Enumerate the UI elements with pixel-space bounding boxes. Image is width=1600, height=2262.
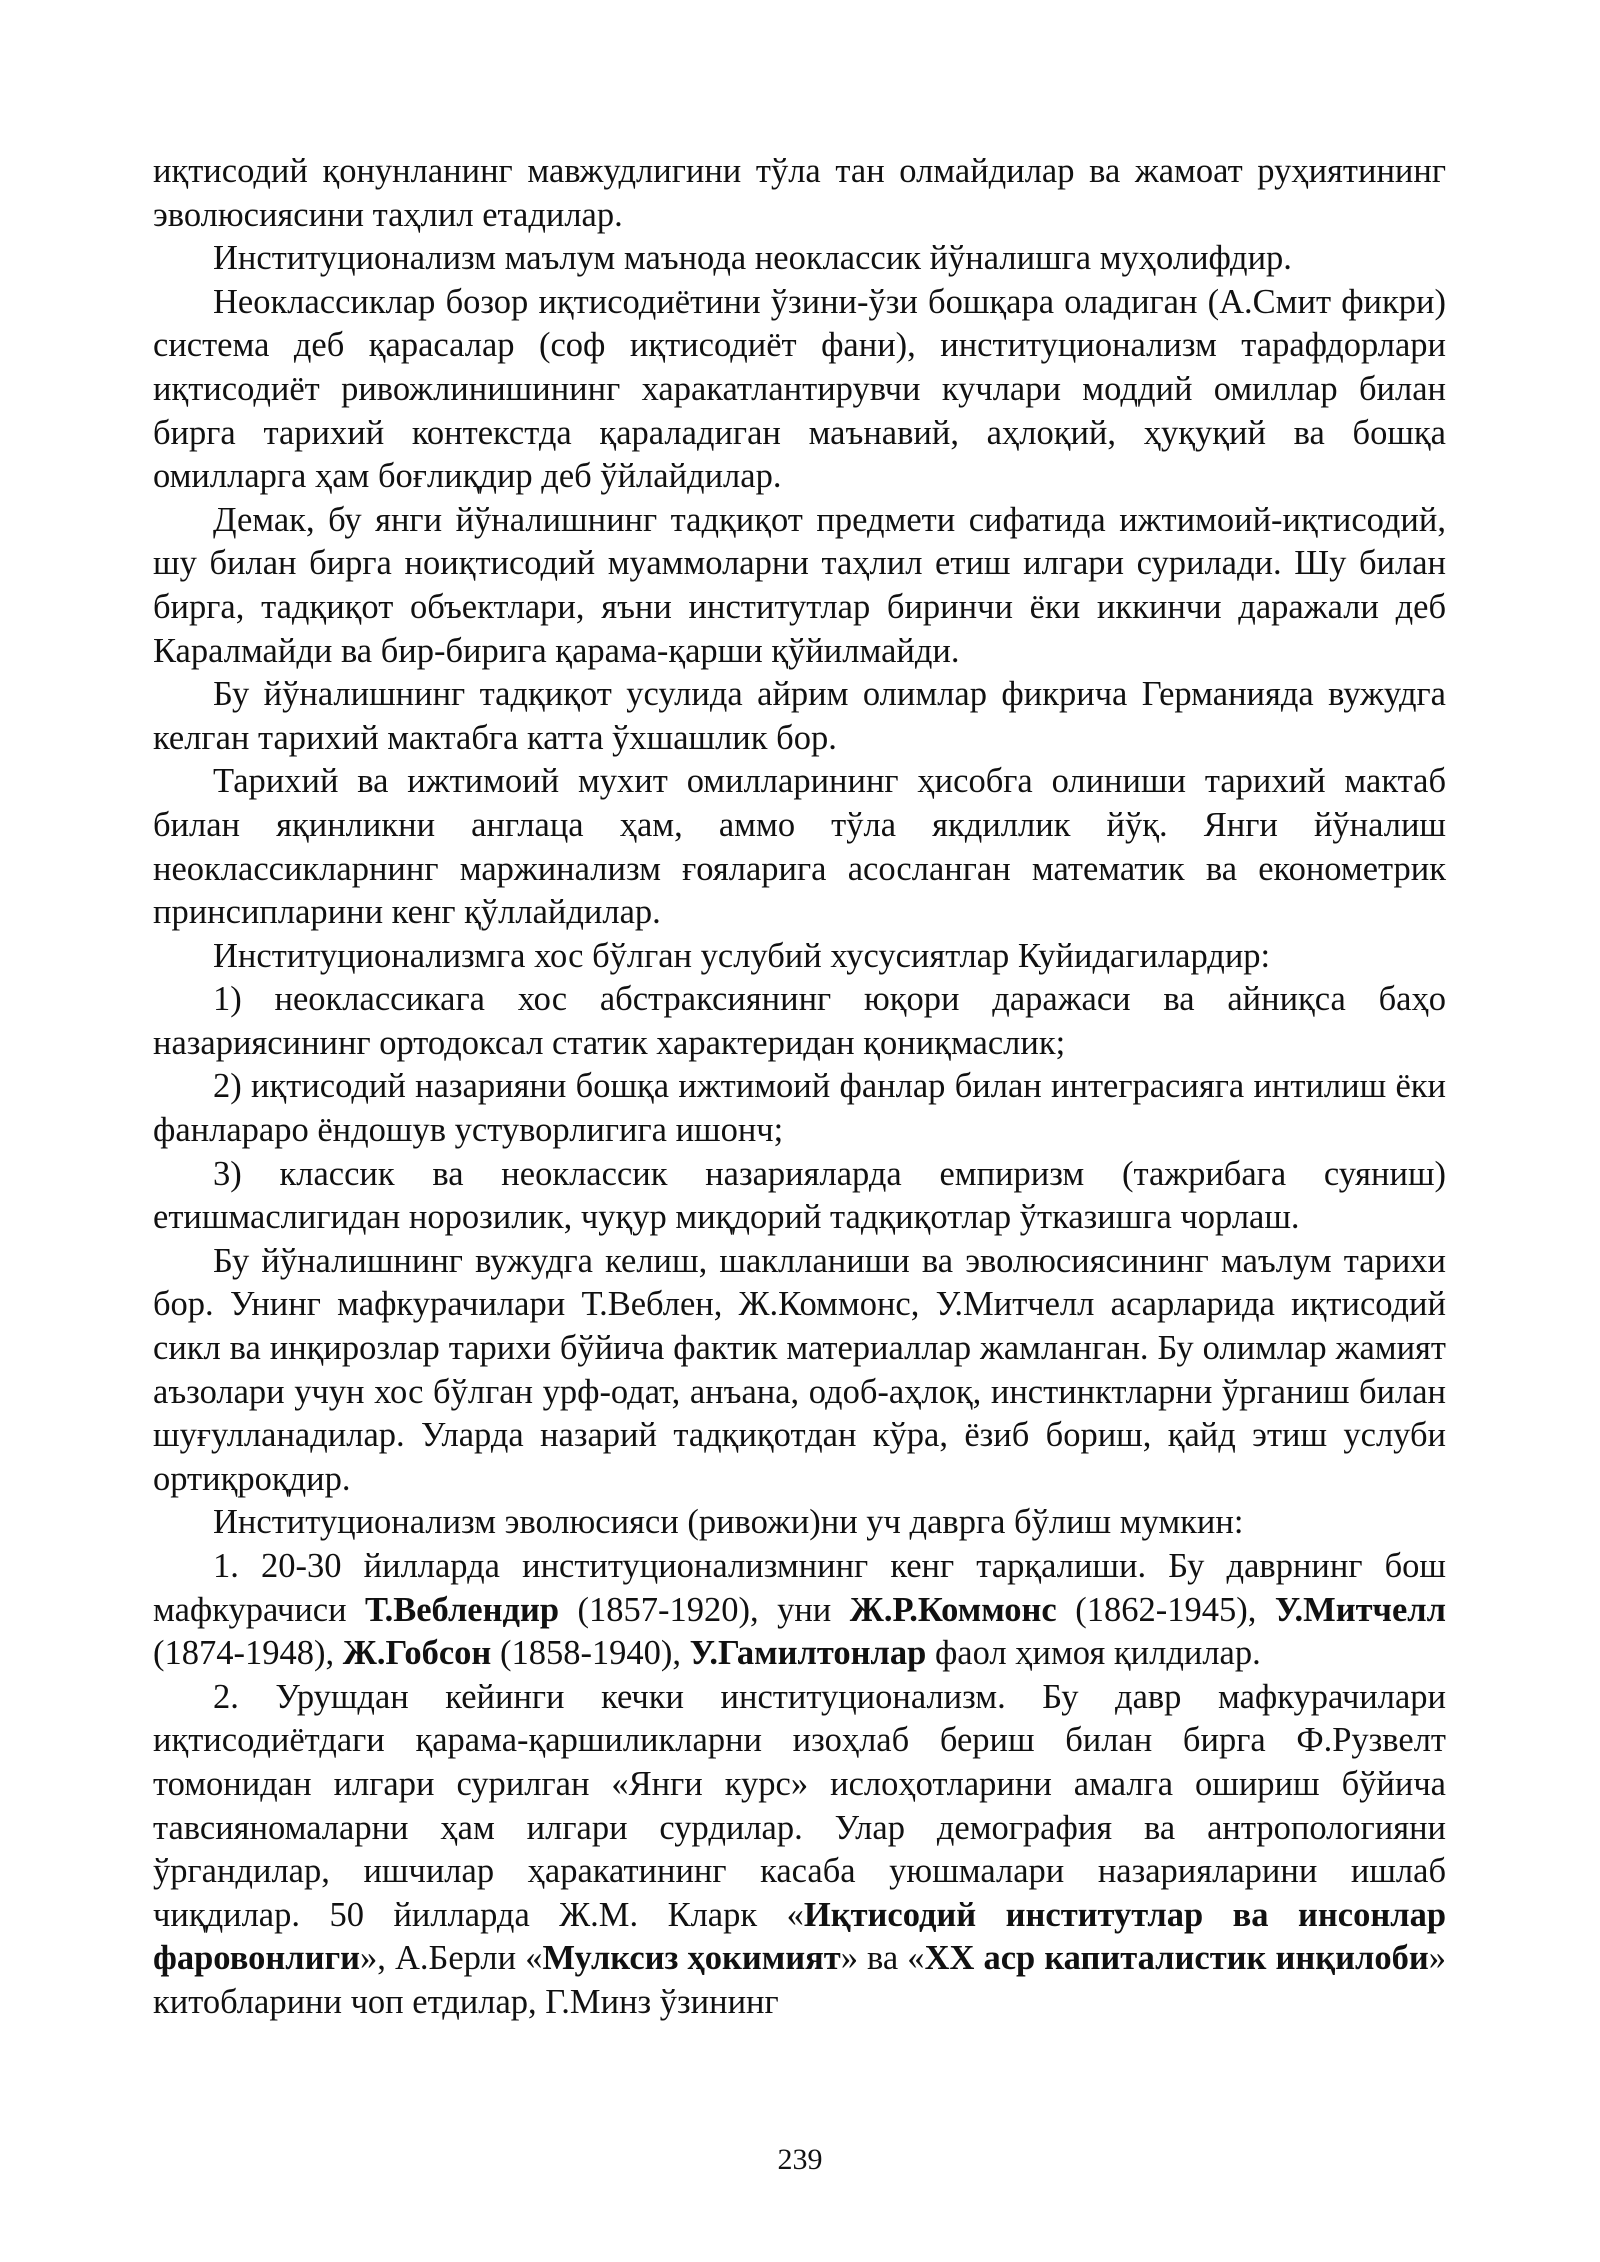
text-run: (1874-1948), [153,1634,343,1673]
paragraph-p12 [153,1501,1446,1545]
text-run: Институционализм маълум маънода неоклассик йўналишга муҳолифдир. [213,239,1292,278]
text-run: 2. Урушдан кейинги кечки институционализм. Бу давр мафкурачилари иқтисодиётдаги қарама-қаршиликларни изоҳлаб бериш билан бирга Ф.Рузвелт томонидан илгари сурилган «Янги курс» ислоҳотларини амалга ошириш бўйича тавсияномаларни ҳам илгари сурдилар. Улар демография ва антропологияни ўргандилар, ишчилар ҳаракатининг касаба уюшмалари назарияларини ишлаб чиқдилар. 50 йилларда Ж.М. Кларк « [153,1677,1446,1934]
paragraph-p06 [153,760,1446,934]
text-run: иқтисодий қонунланинг мавжудлигини тўла тан олмайдилар ва жамоат руҳиятининг эволюсиясини таҳлил етадилар. [153,152,1446,234]
paragraph-p07 [153,935,1446,979]
text-run: 3) классик ва неоклассик назарияларда емпиризм (тажрибага суяниш) етишмаслигидан норозилик, чуқур миқдорий тадқиқотлар ўтказишга чорлаш. [153,1154,1446,1237]
text-run: (1862-1945), [1056,1590,1275,1629]
bold-text-run: У.Митчелл [1274,1590,1446,1629]
text-run: Бу йўналишнинг вужудга келиш, шаклланиши ва эволюсиясининг маълум тарихи бор. Унинг мафкурачилари Т.Веблен, Ж.Коммонс, У.Митчелл асарларида иқтисодий сикл ва инқирозлар тарихи бўйича фактик материаллар жамланган. Бу олимлар жамият аъзолари учун хос бўлган урф-одат, анъана, одоб-аҳлоқ, инстинктларни ўрганиш билан шуғулланадилар. Уларда назарий тадқиқотдан кўра, ёзиб бориш, қайд этиш услуби ортиқроқдир. [153,1241,1446,1498]
paragraph-p05 [153,673,1446,760]
page-body [153,150,1446,2025]
bold-text-run: У.Гамилтонлар [689,1634,927,1673]
paragraph-p04 [153,499,1446,673]
text-run: 1) неоклассикага хос абстраксиянинг юқори даражаси ва айниқса баҳо назариясининг ортодоксал статик характеридан қониқмаслик; [153,980,1446,1062]
paragraph-p14 [153,1676,1446,2025]
text-run: » ва « [840,1939,925,1978]
text-run: (1857-1920), уни [559,1590,850,1629]
bold-text-run: Ж.Р.Коммонс [849,1590,1057,1629]
bold-text-run: Т.Веблендир [365,1590,560,1629]
text-run: фаол ҳимоя қилдилар. [926,1634,1261,1673]
bold-text-run: Мулксиз ҳокимият [542,1939,841,1978]
text-run: Институционализм эволюсияси (ривожи)ни уч даврга бўлиш мумкин: [213,1503,1244,1542]
text-run: Тарихий ва ижтимоий мухит омилларининг ҳисобга олиниши тарихий мактаб билан яқинликни англаца ҳам, аммо тўла якдиллик йўқ. Янги йўналиш неоклассикларнинг маржинализм ғояларига асосланган математик ва економетрик принсипларини кенг қўллайдилар. [153,762,1446,932]
text-run: 1. 20-30 йилларда институционализмнинг кенг тарқалиши. Бу даврнинг бош мафкурачиси [153,1547,1446,1629]
text-run: », А.Берли « [360,1939,543,1978]
page-number: 239 [777,2143,823,2176]
paragraph-p11 [153,1240,1446,1502]
text-run: (1858-1940), [491,1634,690,1673]
text-run: » китобларини чоп етдилар, Г.Минз ўзининг [153,1939,1446,2021]
paragraph-p01 [153,150,1446,237]
text-run: 2) иқтисодий назарияни бошқа ижтимоий фанлар билан интеграсияга интилиш ёки фанлараро ёндошув устуворлигига ишонч; [153,1067,1446,1150]
paragraph-p03 [153,281,1446,499]
bold-text-run: XX аср капиталистик инқилоби [924,1939,1429,1978]
paragraph-p10 [153,1153,1446,1240]
text-run: Демак, бу янги йўналишнинг тадқиқот предмети сифатида ижтимоий-иқтисодий, шу билан бирга ноиқтисодий муаммоларни таҳлил етиш илгари сурилади. Шу билан бирга, тадқиқот объектлари, яъни институтлар биринчи ёки иккинчи даражали деб Каралмайди ва бир-бирига қарама-қарши қўйилмайди. [153,500,1446,670]
text-run: Бу йўналишнинг тадқиқот усулида айрим олимлар фикрича Германияда вужудга келган тарихий мактабга катта ўхшашлик бор. [153,675,1446,757]
paragraph-p08 [153,978,1446,1065]
text-run: Неоклассиклар бозор иқтисодиётини ўзини-ўзи бошқара оладиган (А.Смит фикри) система деб қарасалар (соф иқтисодиёт фани), институционализм тарафдорлари иқтисодиёт ривожлинишининг харакатлантирувчи кучлари моддий омиллар билан бирга тарихий контекстда қараладиган маънавий, аҳлоқий, ҳуқуқий ва бошқа омилларга ҳам боғлиқдир деб ўйлайдилар. [153,282,1446,496]
bold-text-run: Иқтисодий институтлар ва инсонлар фаровонлиги [153,1895,1447,1978]
paragraph-p13 [153,1545,1446,1676]
paragraph-p09 [153,1065,1446,1152]
text-run: Институционализмга хос бўлган услубий хусусиятлар Куйидагилардир: [213,936,1271,975]
paragraph-p02 [153,237,1446,281]
bold-text-run: Ж.Гобсон [342,1634,492,1673]
